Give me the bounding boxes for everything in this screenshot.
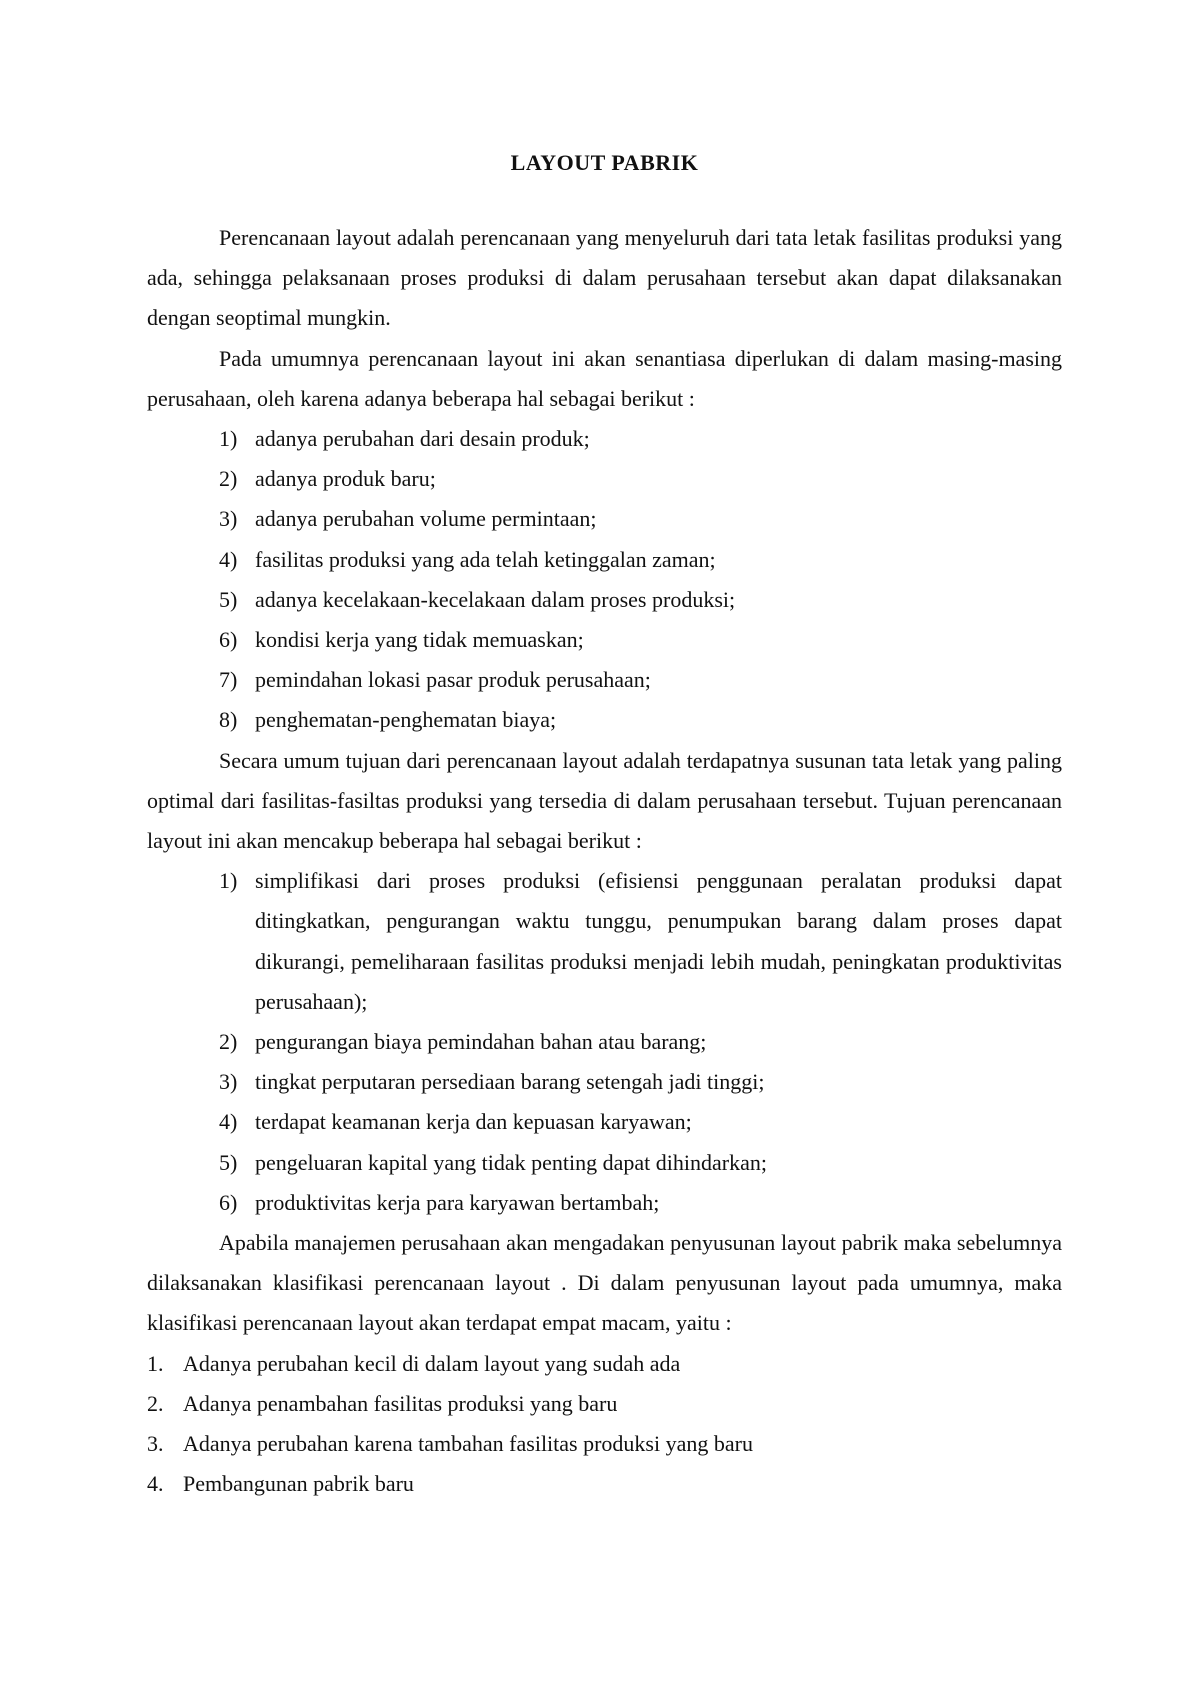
list-item	[219, 1022, 1062, 1062]
list-marker: 1)	[219, 868, 238, 894]
list-item	[219, 1102, 1062, 1142]
list-item-text: pemindahan lokasi pasar produk perusahaan;	[255, 667, 651, 693]
list-marker: 4)	[219, 546, 238, 572]
list-marker: 5)	[219, 586, 238, 612]
document-page	[147, 143, 1062, 1505]
list-item-text: Adanya perubahan karena tambahan fasilitas produksi yang baru	[183, 1431, 753, 1457]
list-item	[219, 1143, 1062, 1183]
list-marker: 3.	[147, 1431, 164, 1457]
list-marker: 2)	[219, 1029, 238, 1055]
list-marker: 4.	[147, 1471, 164, 1497]
list-item	[147, 1464, 1062, 1504]
classification-list	[147, 1344, 1062, 1505]
list-item-text: adanya perubahan dari desain produk;	[255, 426, 590, 452]
list-item-text: adanya perubahan volume permintaan;	[255, 506, 597, 532]
list-marker: 2.	[147, 1390, 164, 1416]
reasons-list	[147, 419, 1062, 741]
list-item-text: tingkat perputaran persediaan barang setengah jadi tinggi;	[255, 1069, 765, 1095]
goals-list	[147, 861, 1062, 1223]
list-marker: 5)	[219, 1149, 238, 1175]
list-marker: 3)	[219, 1069, 238, 1095]
list-item	[147, 1344, 1062, 1384]
list-marker: 1)	[219, 426, 238, 452]
list-item	[219, 1183, 1062, 1223]
list-item-text: adanya kecelakaan-kecelakaan dalam proses produksi;	[255, 586, 736, 612]
list-item-text: produktivitas kerja para karyawan bertambah;	[255, 1189, 660, 1215]
list-item	[147, 1384, 1062, 1424]
list-item	[219, 499, 1062, 539]
list-item	[219, 660, 1062, 700]
list-item	[219, 580, 1062, 620]
list-item	[219, 1062, 1062, 1102]
list-item-text: kondisi kerja yang tidak memuaskan;	[255, 627, 584, 653]
paragraph-classification-intro: Apabila manajemen perusahaan akan mengadakan penyusunan layout pabrik maka sebelumnya dilaksanakan klasifikasi perencanaan layout . Di dalam penyusunan layout pada umumnya, maka klasifikasi perencanaan layout akan terdapat empat macam, yaitu :	[147, 1230, 1062, 1336]
list-item-text: adanya produk baru;	[255, 466, 436, 492]
list-item-text: pengurangan biaya pemindahan bahan atau barang;	[255, 1029, 707, 1055]
list-item-text: Adanya penambahan fasilitas produksi yang baru	[183, 1390, 618, 1416]
list-item	[219, 700, 1062, 740]
list-marker: 6)	[219, 1189, 238, 1215]
list-marker: 8)	[219, 707, 238, 733]
list-marker: 6)	[219, 627, 238, 653]
list-marker: 3)	[219, 506, 238, 532]
list-item	[219, 459, 1062, 499]
list-item-text: Pembangunan pabrik baru	[183, 1471, 414, 1497]
list-item	[219, 620, 1062, 660]
list-item-text: penghematan-penghematan biaya;	[255, 707, 557, 733]
list-marker: 1.	[147, 1350, 164, 1376]
list-marker: 4)	[219, 1109, 238, 1135]
list-item-text: pengeluaran kapital yang tidak penting dapat dihindarkan;	[255, 1149, 767, 1175]
list-item	[147, 1424, 1062, 1464]
list-marker: 7)	[219, 667, 238, 693]
list-item	[219, 540, 1062, 580]
list-item-text: fasilitas produksi yang ada telah ketinggalan zaman;	[255, 546, 716, 572]
list-item-text: Adanya perubahan kecil di dalam layout yang sudah ada	[183, 1350, 681, 1376]
list-item	[219, 419, 1062, 459]
document-title: LAYOUT PABRIK	[510, 150, 699, 175]
list-item	[219, 861, 1062, 1022]
list-item-text: terdapat keamanan kerja dan kepuasan karyawan;	[255, 1109, 692, 1135]
paragraph-goals-intro: Secara umum tujuan dari perencanaan layout adalah terdapatnya susunan tata letak yang paling optimal dari fasilitas-fasiltas produksi yang tersedia di dalam perusahaan tersebut. Tujuan perencanaan layout ini akan mencakup beberapa hal sebagai berikut :	[147, 747, 1062, 854]
list-marker: 2)	[219, 466, 238, 492]
paragraph-definition: Perencanaan layout adalah perencanaan yang menyeluruh dari tata letak fasilitas produksi yang ada, sehingga pelaksanaan proses produksi di dalam perusahaan tersebut akan dapat dilaksanakan dengan seoptimal mungkin.	[147, 225, 1062, 331]
list-item-text: simplifikasi dari proses produksi (efisiensi penggunaan peralatan produksi dapat ditingkatkan, pengurangan waktu tunggu, penumpukan barang dalam proses dapat dikurangi, pemeliharaan fasilitas produksi menjadi lebih mudah, peningkatan produktivitas perusahaan);	[255, 868, 1062, 1014]
paragraph-reasons-intro: Pada umumnya perencanaan layout ini akan senantiasa diperlukan di dalam masing-masing perusahaan, oleh karena adanya beberapa hal sebagai berikut :	[147, 345, 1062, 411]
